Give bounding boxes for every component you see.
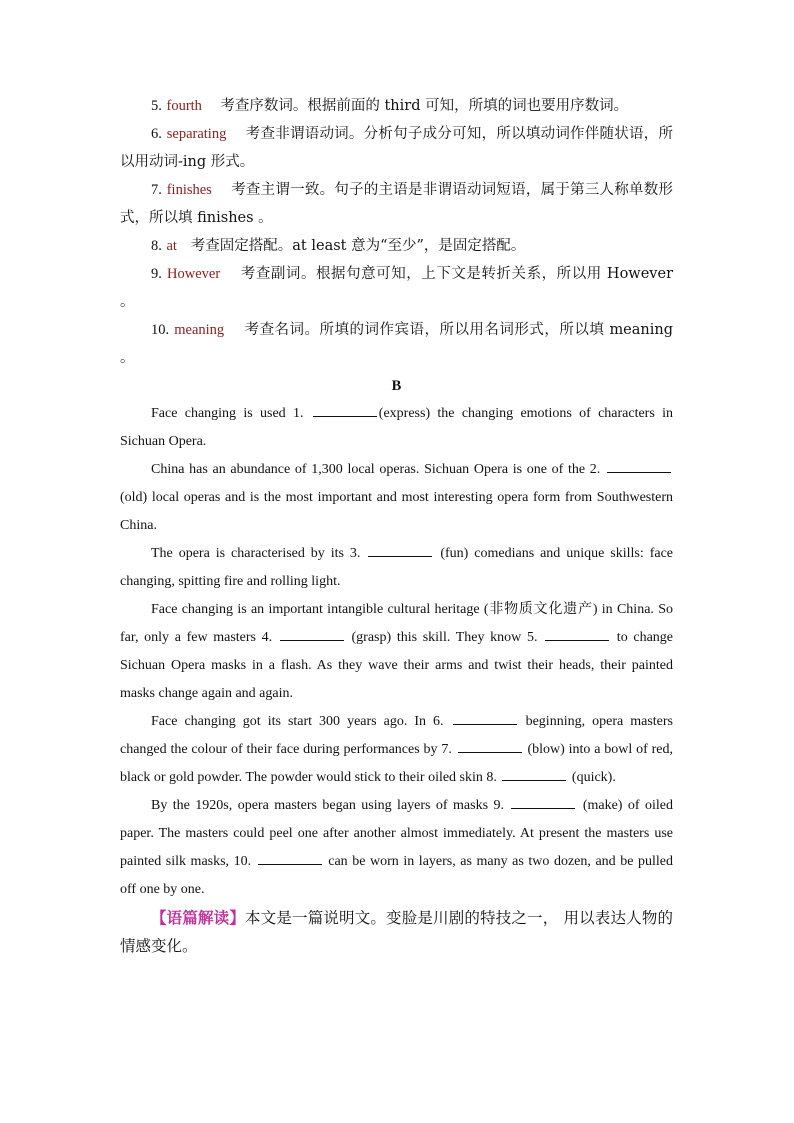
passage-paragraph-3 <box>120 540 673 596</box>
answer-note: 考查非谓语动词。分析句子成分可知，所以填动词作伴随状语，所以用动词-ing 形式。 <box>120 126 674 170</box>
passage-text: The opera is characterised by its 3. <box>151 546 367 561</box>
passage-text: (old) local operas and is the most important and most interesting opera form from Southwestern China. <box>120 490 673 533</box>
blank-7[interactable] <box>458 738 522 753</box>
blank-4[interactable] <box>280 626 344 641</box>
answer-number: 9. <box>151 266 162 282</box>
answer-number: 10. <box>151 322 170 338</box>
interpretation-tag: 【语篇解读】 <box>151 908 246 927</box>
passage-paragraph-5 <box>120 708 673 792</box>
passage-paragraph-4 <box>120 596 673 708</box>
answer-note: 考查副词。根据句意可知，上下文是转折关系，所以用 However 。 <box>120 266 674 310</box>
passage-paragraph-1 <box>120 400 673 456</box>
answer-note: 考查主谓一致。句子的主语是非谓语动词短语，属于第三人称单数形式，所以填 finishes 。 <box>120 182 673 226</box>
answer-word: However <box>167 266 221 282</box>
blank-2[interactable] <box>607 458 671 473</box>
passage-text: (fun) comedians and unique skills: face changing, spitting fire and rolling light. <box>120 546 673 589</box>
blank-10[interactable] <box>258 850 322 865</box>
blank-8[interactable] <box>502 766 566 781</box>
answer-9 <box>120 260 673 316</box>
blank-6[interactable] <box>453 710 517 725</box>
answer-note: 考查序数词。根据前面的 third 可知，所填的词也要用序数词。 <box>220 98 629 114</box>
answer-number: 6. <box>151 126 162 142</box>
passage-text: By the 1920s, opera masters began using layers of masks 9. <box>151 798 510 813</box>
document-page <box>120 92 673 960</box>
answer-note: 考查名词。所填的词作宾语，所以用名词形式，所以填 meaning 。 <box>120 322 674 366</box>
answer-5 <box>120 92 673 120</box>
passage-text: (express) the changing emotions of characters in Sichuan Opera. <box>120 406 673 449</box>
answer-note: 考查固定搭配。at least 意为“至少”，是固定搭配。 <box>190 238 526 254</box>
answer-word: fourth <box>166 98 202 114</box>
blank-1[interactable] <box>313 402 377 417</box>
passage-text: (make) of oiled paper. The masters could peel one after another almost immediately. At present the masters use painted silk masks, 10. <box>120 798 673 869</box>
blank-5[interactable] <box>545 626 609 641</box>
answer-word: at <box>166 238 177 254</box>
interpretation-text: 本文是一篇说明文。变脸是川剧的特技之一， 用以表达人物的情感变化。 <box>120 909 673 955</box>
cloze-passage <box>120 400 673 904</box>
section-heading: B <box>391 378 402 394</box>
answer-word: finishes <box>166 182 212 198</box>
passage-paragraph-2 <box>120 456 673 540</box>
passage-text: China has an abundance of 1,300 local operas. Sichuan Opera is one of the 2. <box>151 462 605 477</box>
blank-3[interactable] <box>368 542 432 557</box>
passage-text: beginning, opera masters changed the colour of their face during performances by 7. <box>120 714 673 757</box>
passage-text: Face changing is used 1. <box>151 406 311 421</box>
answer-number: 7. <box>151 182 162 198</box>
answer-6 <box>120 120 673 176</box>
passage-paragraph-6 <box>120 792 673 904</box>
answer-word: meaning <box>174 322 225 338</box>
passage-text: (quick). <box>568 770 616 785</box>
passage-text: to change Sichuan Opera masks in a flash. As they wave their arms and twist their heads, their painted masks change again and again. <box>120 630 674 701</box>
answer-number: 5. <box>151 98 162 114</box>
blank-9[interactable] <box>511 794 575 809</box>
passage-text: Face changing got its start 300 years ago. In 6. <box>151 714 451 729</box>
passage-text: (grasp) this skill. They know 5. <box>345 630 544 645</box>
answer-8 <box>120 232 673 260</box>
passage-interpretation <box>120 904 673 960</box>
passage-text: Face changing is an important intangible cultural heritage (非物质文化遗产) in China. So far, only a few masters 4. <box>120 602 673 645</box>
answer-10 <box>120 316 673 372</box>
passage-text: (blow) into a bowl of red, black or gold powder. The powder would stick to their oiled skin 8. <box>120 742 673 785</box>
answer-number: 8. <box>151 238 162 254</box>
answer-7 <box>120 176 673 232</box>
passage-text: can be worn in layers, as many as two dozen, and be pulled off one by one. <box>120 854 673 897</box>
answer-word: separating <box>166 126 227 142</box>
